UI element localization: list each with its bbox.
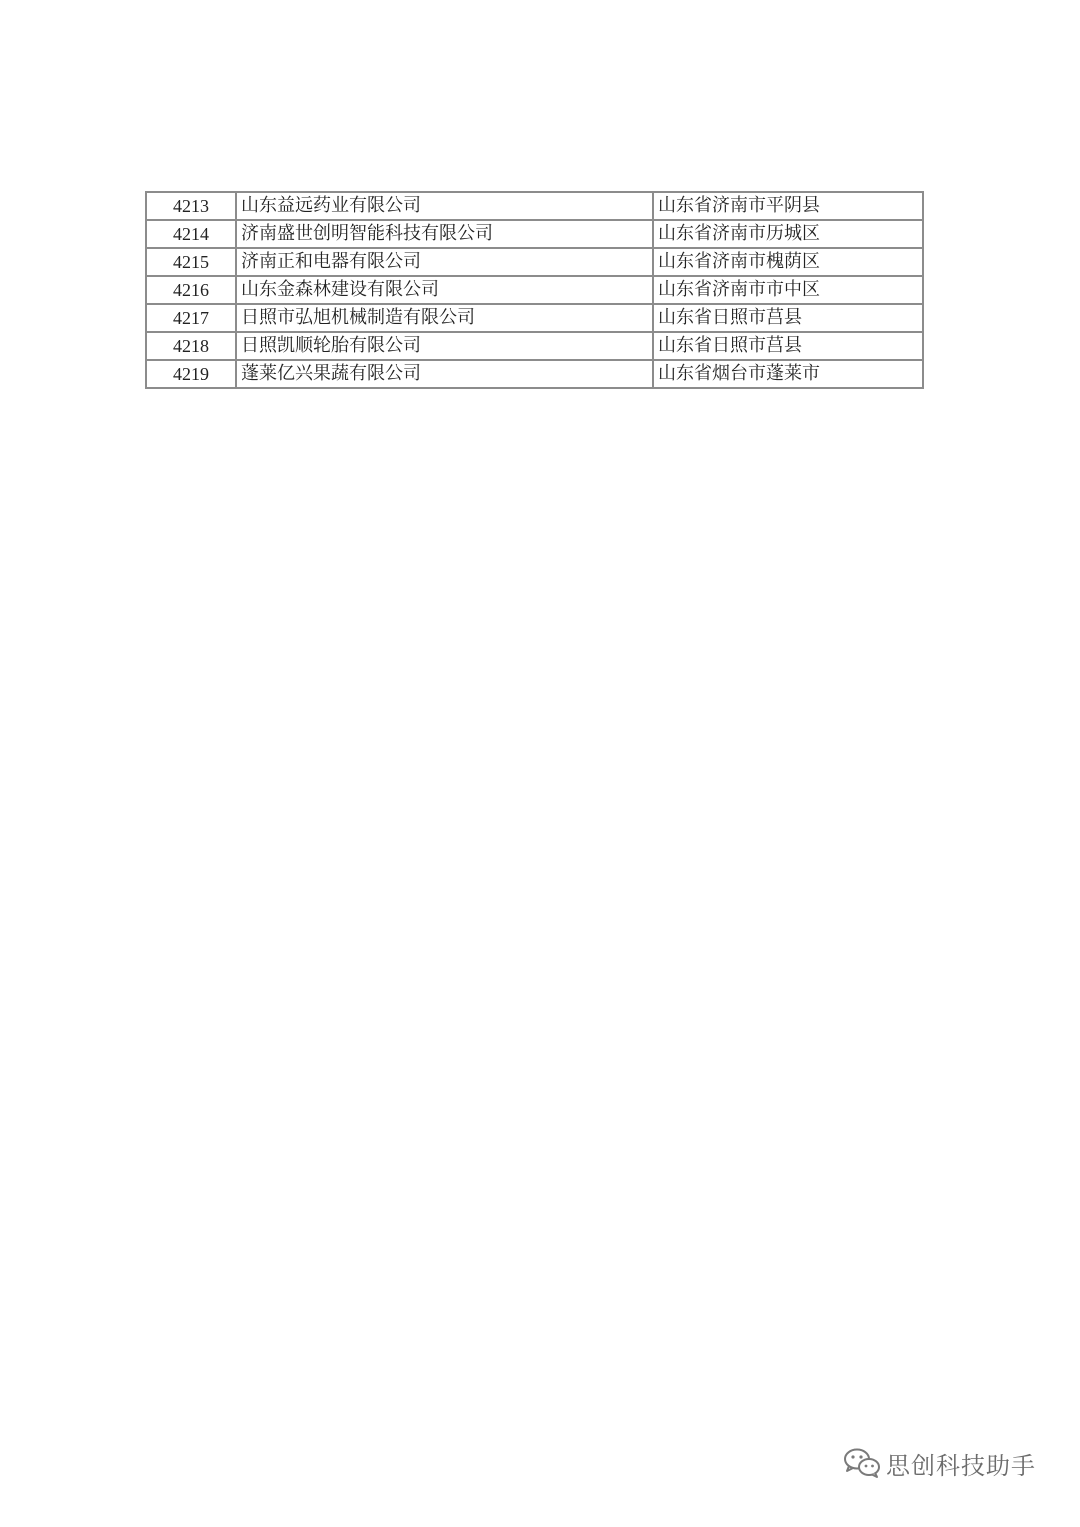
table-row [146, 276, 923, 304]
company-location: 山东省日照市莒县 [653, 304, 923, 332]
company-name: 日照市弘旭机械制造有限公司 [236, 304, 653, 332]
row-number: 4217 [146, 304, 236, 332]
table-row [146, 304, 923, 332]
watermark [842, 1443, 1036, 1483]
row-number: 4216 [146, 276, 236, 304]
row-number: 4215 [146, 248, 236, 276]
company-name: 济南盛世创明智能科技有限公司 [236, 220, 653, 248]
watermark-text: 思创科技助手 [886, 1451, 1036, 1480]
company-location: 山东省济南市历城区 [653, 220, 923, 248]
row-number: 4218 [146, 332, 236, 360]
company-location: 山东省烟台市蓬莱市 [653, 360, 923, 388]
table-row [146, 248, 923, 276]
company-location: 山东省日照市莒县 [653, 332, 923, 360]
company-name: 山东益远药业有限公司 [236, 192, 653, 220]
wechat-icon [842, 1446, 882, 1480]
company-name: 日照凯顺轮胎有限公司 [236, 332, 653, 360]
company-location: 山东省济南市平阴县 [653, 192, 923, 220]
table-row [146, 192, 923, 220]
table-row [146, 360, 923, 388]
row-number: 4213 [146, 192, 236, 220]
company-location: 山东省济南市市中区 [653, 276, 923, 304]
table-row [146, 332, 923, 360]
company-location: 山东省济南市槐荫区 [653, 248, 923, 276]
company-name: 山东金森林建设有限公司 [236, 276, 653, 304]
table-row [146, 220, 923, 248]
company-table-body [146, 192, 923, 388]
row-number: 4214 [146, 220, 236, 248]
company-name: 济南正和电器有限公司 [236, 248, 653, 276]
row-number: 4219 [146, 360, 236, 388]
company-table [145, 191, 924, 389]
company-name: 蓬莱亿兴果蔬有限公司 [236, 360, 653, 388]
